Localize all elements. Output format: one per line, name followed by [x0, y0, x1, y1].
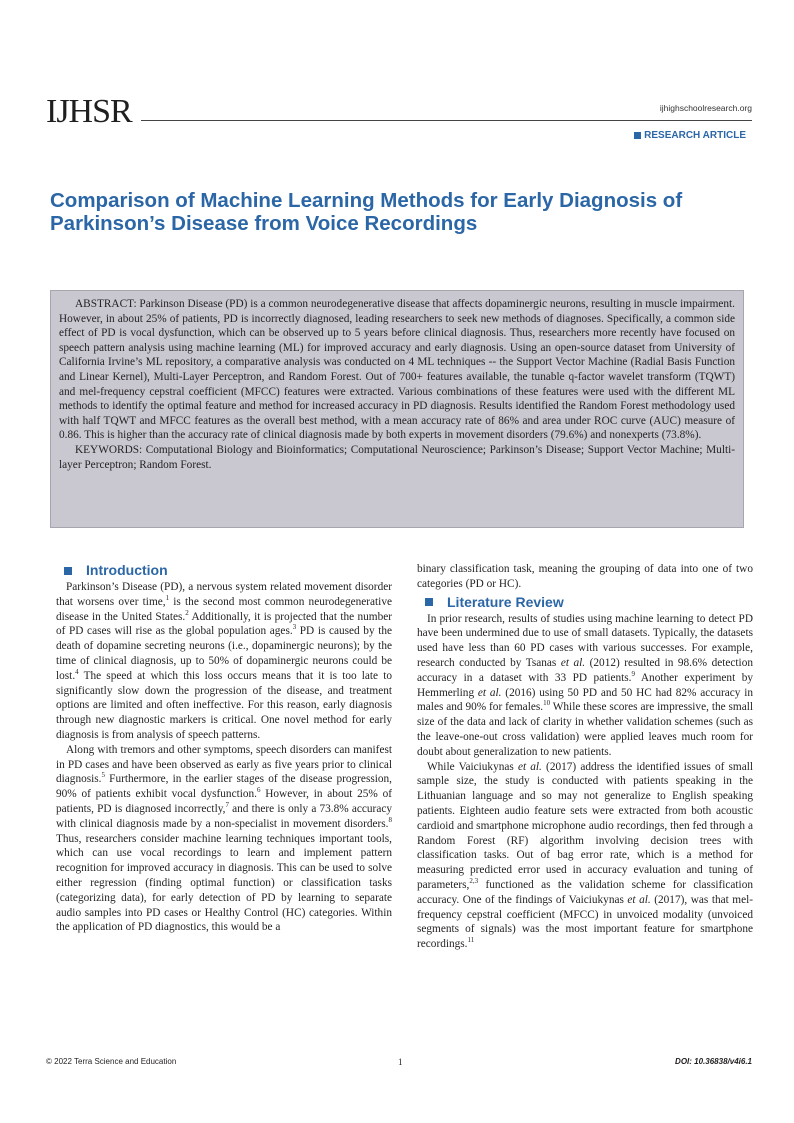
section-heading-text: Introduction: [86, 562, 168, 578]
page-footer: [46, 1057, 752, 1071]
article-type-label: [634, 130, 746, 141]
intro-paragraph-2-continued: binary classification task, meaning the grouping of data into one of two categories (PD or HC).: [417, 563, 753, 590]
keywords-text: KEYWORDS: Computational Biology and Bioinformatics; Computational Neuroscience; Parkinson’s Disease; Support Vector Machine; Multi-layer Perceptron; Random Forest.: [59, 443, 735, 471]
square-bullet-icon: [425, 598, 433, 606]
masthead: [46, 92, 752, 132]
abstract-box: [50, 290, 744, 528]
copyright: © 2022 Terra Science and Education: [46, 1057, 177, 1066]
intro-paragraph-1: Parkinson’s Disease (PD), a nervous system related movement disorder that worsens over time,$^1$ is the second most common neurodegenerative disease in the United States.$^2$ Additionally, it is projected that the number of PD cases will rise as the global population ages.$^3$ PD is caused by the death of dopamine secreting neurons (i.e., dopaminergic neurons); by the time of clinical diagnosis, up to 50% of dopaminergic neurons could be lost.$^4$ The speed at which this loss occurs means that it is too late to significantly slow down the progression of the disease, and treatment options are limited and often ineffective. For this reason, early diagnosis through new diagnostic markers is critical. One novel method for early diagnosis is from analysis of speech patterns.: [56, 581, 393, 741]
page-number: 1: [398, 1057, 403, 1067]
literature-paragraph-2: While Vaiciukynas et al. (2017) address the identified issues of small sample size, the study is conducted with patients speaking in the Lithuanian language and so may not generalize to English speaking patients. Eighteen audio feature sets were extracted from both acoustic cardioid and smartphone microphone audio recordings, then fed through a Random Forest (RF) algorithm involving decision trees with classification tasks. Out of bag error rate, which is a method for measuring predicted error used in accuracy evaluation and tuning of parameters,$^{2,3}$ functioned as the validation scheme for classification accuracy. One of the findings of Vaiciukynas et al. (2017), was that mel-frequency cepstral coefficient (MFCC) in unvoiced modality (unvoiced segments of signals) was the most important feature for smartphone recordings.$^{11}$: [417, 760, 754, 951]
site-link[interactable]: ijhighschoolresearch.org: [659, 103, 752, 113]
right-column: [417, 562, 753, 952]
square-bullet-icon: [64, 567, 72, 575]
left-column: [56, 562, 392, 935]
intro-paragraph-2: Along with tremors and other symptoms, speech disorders can manifest in PD cases and have been observed as early as five years prior to clinical diagnosis.$^5$ Furthermore, in the earlier stages of the disease progression, 90% of patients exhibit vocal dysfunction.$^6$ However, in about 25% of patients, PD is diagnosed incorrectly,$^7$ and there is only a 73.8% accuracy with clinical diagnosis made by a non-specialist in movement disorders.$^8$ Thus, researchers consider machine learning techniques important tools, which can use vocal recordings to learn and implement pattern recognition for improved accuracy in diagnosis. This can be used to solve either regression (finding optimal function) or classification tasks (categorizing data), for early detection of PD by learning to separate audio samples into PD cases or Healthy Control (HC) categories. Within the application of PD diagnostics, this would be a: [56, 743, 392, 934]
section-heading-text: Literature Review: [447, 593, 564, 610]
masthead-rule: [141, 120, 752, 121]
abstract-text: ABSTRACT: Parkinson Disease (PD) is a common neurodegenerative disease that affects dopaminergic neurons, resulting in muscle impairment. However, in about 25% of patients, PD is incorrectly diagnosed, leading researchers to seek new methods of diagnoses. Specifically, a common side effect of PD is vocal dysfunction, which can be observed up to 5 years before clinical diagnosis. Thus, researchers more recently have focused on speech pattern analysis using machine learning (ML) for improved accuracy and early diagnosis. Using an open-source dataset from University of California Irvine’s ML repository, a comparative analysis was conducted on 4 ML techniques -- the Support Vector Machine (Radial Basis Function and Linear Kernel), Multi-Layer Perceptron, and Random Forest. Out of 700+ features available, the tunable q-factor wavelet transform (TQWT) and mel-frequency cepstral coefficient (MFCC) features were extracted. Various combinations of these features were used with the different ML methods to identify the optimal feature and method for increased accuracy in PD diagnosis. Results identified the Random Forest methodology used with half TQWT and MFCC features as the overall best method, with a mean accuracy rate of 86% and area under ROC curve (AUC) measure of 0.86. This is higher than the accuracy rate of clinical diagnosis made by both experts in movement disorders (79.6%) and nonexperts (73.8%).: [59, 298, 735, 442]
article-title: Comparison of Machine Learning Methods for Early Diagnosis of Parkinson’s Disease from Voice Recordings: [50, 189, 683, 235]
square-bullet-icon: [634, 132, 641, 139]
section-heading-introduction: [64, 562, 392, 579]
section-heading-literature-review: [425, 594, 753, 611]
doi-link[interactable]: DOI: 10.36838/v4i6.1: [675, 1057, 752, 1066]
article-type-text: RESEARCH ARTICLE: [644, 130, 746, 141]
literature-paragraph-1: In prior research, results of studies using machine learning to detect PD have been undermined due to use of small datasets. Typically, the datasets used have less than 60 PD cases with various successes. For example, research conducted by Tsanas et al. (2012) resulted in 98.6% detection accuracy in a dataset with 33 PD patients.$^9$ Another experiment by Hemmerling et al. (2016) using 50 PD and 50 HC had 82% accuracy in males and 90% for females.$^{10}$ While these scores are impressive, the small size of the data and lack of clarity in whether validation schemes (such as the leave-one-out cross validation) were applied leaves much room for doubt about generalization to new patients.: [417, 612, 754, 758]
journal-logo: IJHSR: [46, 93, 132, 130]
